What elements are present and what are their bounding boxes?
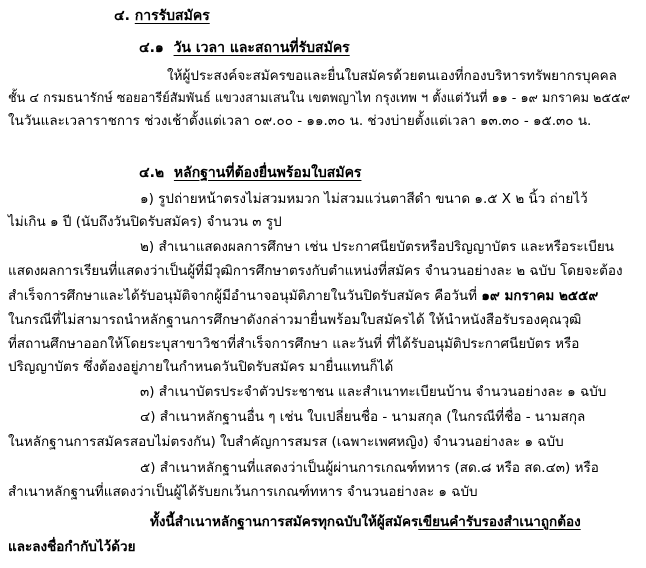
list-item-line [8,286,598,306]
subsection-title: วัน เวลา และสถานที่รับสมัคร [173,40,350,56]
subsection-title: หลักฐานที่ต้องยื่นพร้อมใบสมัคร [173,165,362,181]
closing-note-line [150,512,581,532]
closing-emphasis: เขียนคำรับรองสำเนาถูกต้อง [418,514,581,530]
subsection-heading-4-2 [139,163,361,183]
paragraph-line: ชั้น ๔ กรมธนารักษ์ ซอยอารีย์สัมพันธ์ แขวงสามเสนใน เขตพญาไท กรุงเทพ ฯ ตั้งแต่วันที่ ๑๑ - ๑๙ มกราคม ๒๕๕๙ [8,91,631,106]
list-item-line: ไม่เกิน ๑ ปี (นับถึงวันปิดรับสมัคร) จำนวน ๓ รูป [8,214,282,230]
subsection-number: ๔.๒ [139,165,165,181]
deadline-date: ๑๙ มกราคม ๒๕๕๙ [481,288,599,304]
list-item-line: ๕) สำเนาหลักฐานที่แสดงว่าเป็นผู้ผ่านการเกณฑ์ทหาร (สด.๘ หรือ สด.๔๓) หรือ [140,460,599,476]
list-item-text: สำเร็จการศึกษาและได้รับอนุมัติจากผู้มีอำนาจอนุมัติภายในวันปิดรับสมัคร คือวันที่ [8,288,482,304]
list-item-line: ในหลักฐานการสมัครสอบไม่ตรงกัน) ใบสำคัญการสมรส (เฉพาะเพศหญิง) จำนวนอย่างละ ๑ ฉบับ [8,434,564,450]
paragraph-line: ในวันและเวลาราชการ ช่วงเช้าตั้งแต่เวลา ๐๙.๐๐ - ๑๑.๓๐ น. ช่วงบ่ายตั้งแต่เวลา ๑๓.๓๐ - ๑๕.๓๐ น. [8,113,592,129]
list-item-line: ๓) สำเนาบัตรประจำตัวประชาชน และสำเนาทะเบียนบ้าน จำนวนอย่างละ ๑ ฉบับ [140,384,607,400]
section-title: การรับสมัคร [134,8,210,24]
paragraph-line: ให้ผู้ประสงค์จะสมัครขอและยื่นใบสมัครด้วยตนเองที่กองบริหารทรัพยากรบุคคล [167,68,617,84]
list-item-line: ที่สถานศึกษาออกให้โดยระบุสาขาวิชาที่สำเร็จการศึกษา และวันที่ ที่ได้รับอนุมัติประกาศนียบัตร หรือ [8,336,580,352]
list-item-line: ๔) สำเนาหลักฐานอื่น ๆ เช่น ใบเปลี่ยนชื่อ - นามสกุล (ในกรณีที่ชื่อ - นามสกุล [140,409,586,425]
subsection-number: ๔.๑ [139,40,164,56]
list-item-line: ๑) รูปถ่ายหน้าตรงไม่สวมหมวก ไม่สวมแว่นตาสีดำ ขนาด ๑.๕ X ๒ นิ้ว ถ่ายไว้ [140,191,588,207]
section-number: ๔. [114,8,130,24]
section-heading [114,6,210,26]
list-item-line: แสดงผลการเรียนที่แสดงว่าเป็นผู้ที่มีวุฒิการศึกษาตรงกับตำแหน่งที่สมัคร จำนวนอย่างละ ๒ ฉบับ โดยจะต้อง [8,263,623,279]
closing-note-line: และลงชื่อกำกับไว้ด้วย [8,539,136,555]
list-item-line: สำเนาหลักฐานที่แสดงว่าเป็นผู้ได้รับยกเว้นการเกณฑ์ทหาร จำนวนอย่างละ ๑ ฉบับ [8,484,478,500]
list-item-line: ในกรณีที่ไม่สามารถนำหลักฐานการศึกษาดังกล่าวมายื่นพร้อมใบสมัครได้ ให้นำหนังสือรับรองคุณวุฒิ [8,312,582,328]
closing-text: ทั้งนี้สำเนาหลักฐานการสมัครทุกฉบับให้ผู้สมัคร [150,514,419,530]
list-item-line: ๒) สำเนาแสดงผลการศึกษา เช่น ประกาศนียบัตรหรือปริญญาบัตร และหรือระเบียน [140,239,614,255]
subsection-heading-4-1 [139,38,350,58]
list-item-line: ปริญญาบัตร ซึ่งต้องอยู่ภายในกำหนดวันปิดรับสมัคร มายื่นแทนก็ได้ [8,359,394,375]
